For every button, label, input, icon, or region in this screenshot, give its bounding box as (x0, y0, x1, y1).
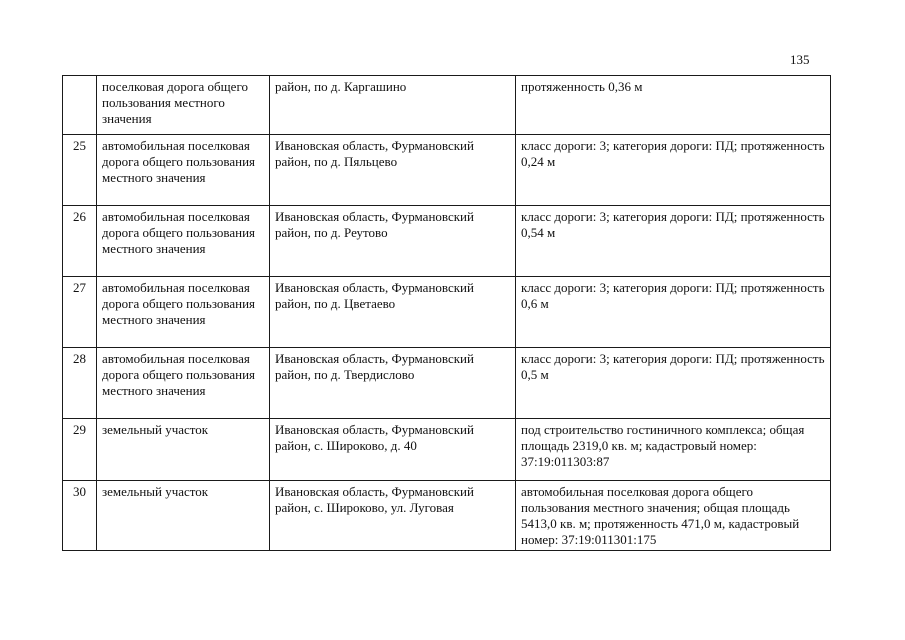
row-number-cell: 27 (63, 277, 97, 348)
object-name: поселковая дорога общего пользования местного значения (102, 79, 248, 126)
object-name-cell (97, 419, 270, 481)
object-description: класс дороги: 3; категория дороги: ПД; протяженность 0,6 м (521, 280, 825, 311)
description-cell (516, 206, 831, 277)
object-name-cell (97, 76, 270, 135)
row-number-cell: 30 (63, 481, 97, 551)
row-number-cell: 26 (63, 206, 97, 277)
row-number-cell: 25 (63, 135, 97, 206)
object-description: под строительство гостиничного комплекса; общая площадь 2319,0 кв. м; кадастровый номер: 37:19:011303:87 (521, 422, 805, 469)
object-name: автомобильная поселковая дорога общего пользования местного значения (102, 280, 256, 327)
address-cell (270, 206, 516, 277)
table-row (63, 481, 831, 551)
address-cell (270, 481, 516, 551)
object-name: автомобильная поселковая дорога общего пользования местного значения (102, 209, 256, 256)
object-description: класс дороги: 3; категория дороги: ПД; протяженность 0,54 м (521, 209, 825, 240)
object-address: Ивановская область, Фурмановский район, с. Широково, д. 40 (275, 422, 474, 453)
address-cell (270, 76, 516, 135)
address-cell (270, 277, 516, 348)
object-name-cell (97, 135, 270, 206)
row-number-cell (63, 76, 97, 135)
description-cell (516, 135, 831, 206)
object-name: автомобильная поселковая дорога общего пользования местного значения (102, 351, 256, 398)
address-cell (270, 135, 516, 206)
row-number-cell: 28 (63, 348, 97, 419)
table-row (63, 206, 831, 277)
object-name-cell (97, 277, 270, 348)
address-cell (270, 419, 516, 481)
address-cell (270, 348, 516, 419)
table-row (63, 76, 831, 135)
object-name: земельный участок (102, 422, 209, 437)
description-cell (516, 419, 831, 481)
object-description: автомобильная поселковая дорога общего пользования местного значения; общая площадь 5413,0 кв. м; протяженность 471,0 м, кадастровый номер: 37:19:011301:175 (521, 484, 800, 547)
object-name: земельный участок (102, 484, 209, 499)
object-address: Ивановская область, Фурмановский район, по д. Твердислово (275, 351, 474, 382)
description-cell (516, 348, 831, 419)
page-number: 135 (790, 52, 810, 67)
object-name: автомобильная поселковая дорога общего пользования местного значения (102, 138, 256, 185)
object-address: Ивановская область, Фурмановский район, с. Широково, ул. Луговая (275, 484, 474, 515)
object-name-cell (97, 481, 270, 551)
object-address: район, по д. Каргашино (275, 79, 407, 94)
object-address: Ивановская область, Фурмановский район, по д. Реутово (275, 209, 474, 240)
table-row (63, 277, 831, 348)
table-row (63, 135, 831, 206)
object-address: Ивановская область, Фурмановский район, по д. Пяльцево (275, 138, 474, 169)
object-description: протяженность 0,36 м (521, 79, 643, 94)
description-cell (516, 481, 831, 551)
object-description: класс дороги: 3; категория дороги: ПД; протяженность 0,5 м (521, 351, 825, 382)
description-cell (516, 277, 831, 348)
row-number-cell: 29 (63, 419, 97, 481)
table-row (63, 419, 831, 481)
property-table (62, 75, 831, 551)
object-name-cell (97, 348, 270, 419)
object-description: класс дороги: 3; категория дороги: ПД; протяженность 0,24 м (521, 138, 825, 169)
description-cell (516, 76, 831, 135)
object-address: Ивановская область, Фурмановский район, по д. Цветаево (275, 280, 474, 311)
object-name-cell (97, 206, 270, 277)
table-row (63, 348, 831, 419)
